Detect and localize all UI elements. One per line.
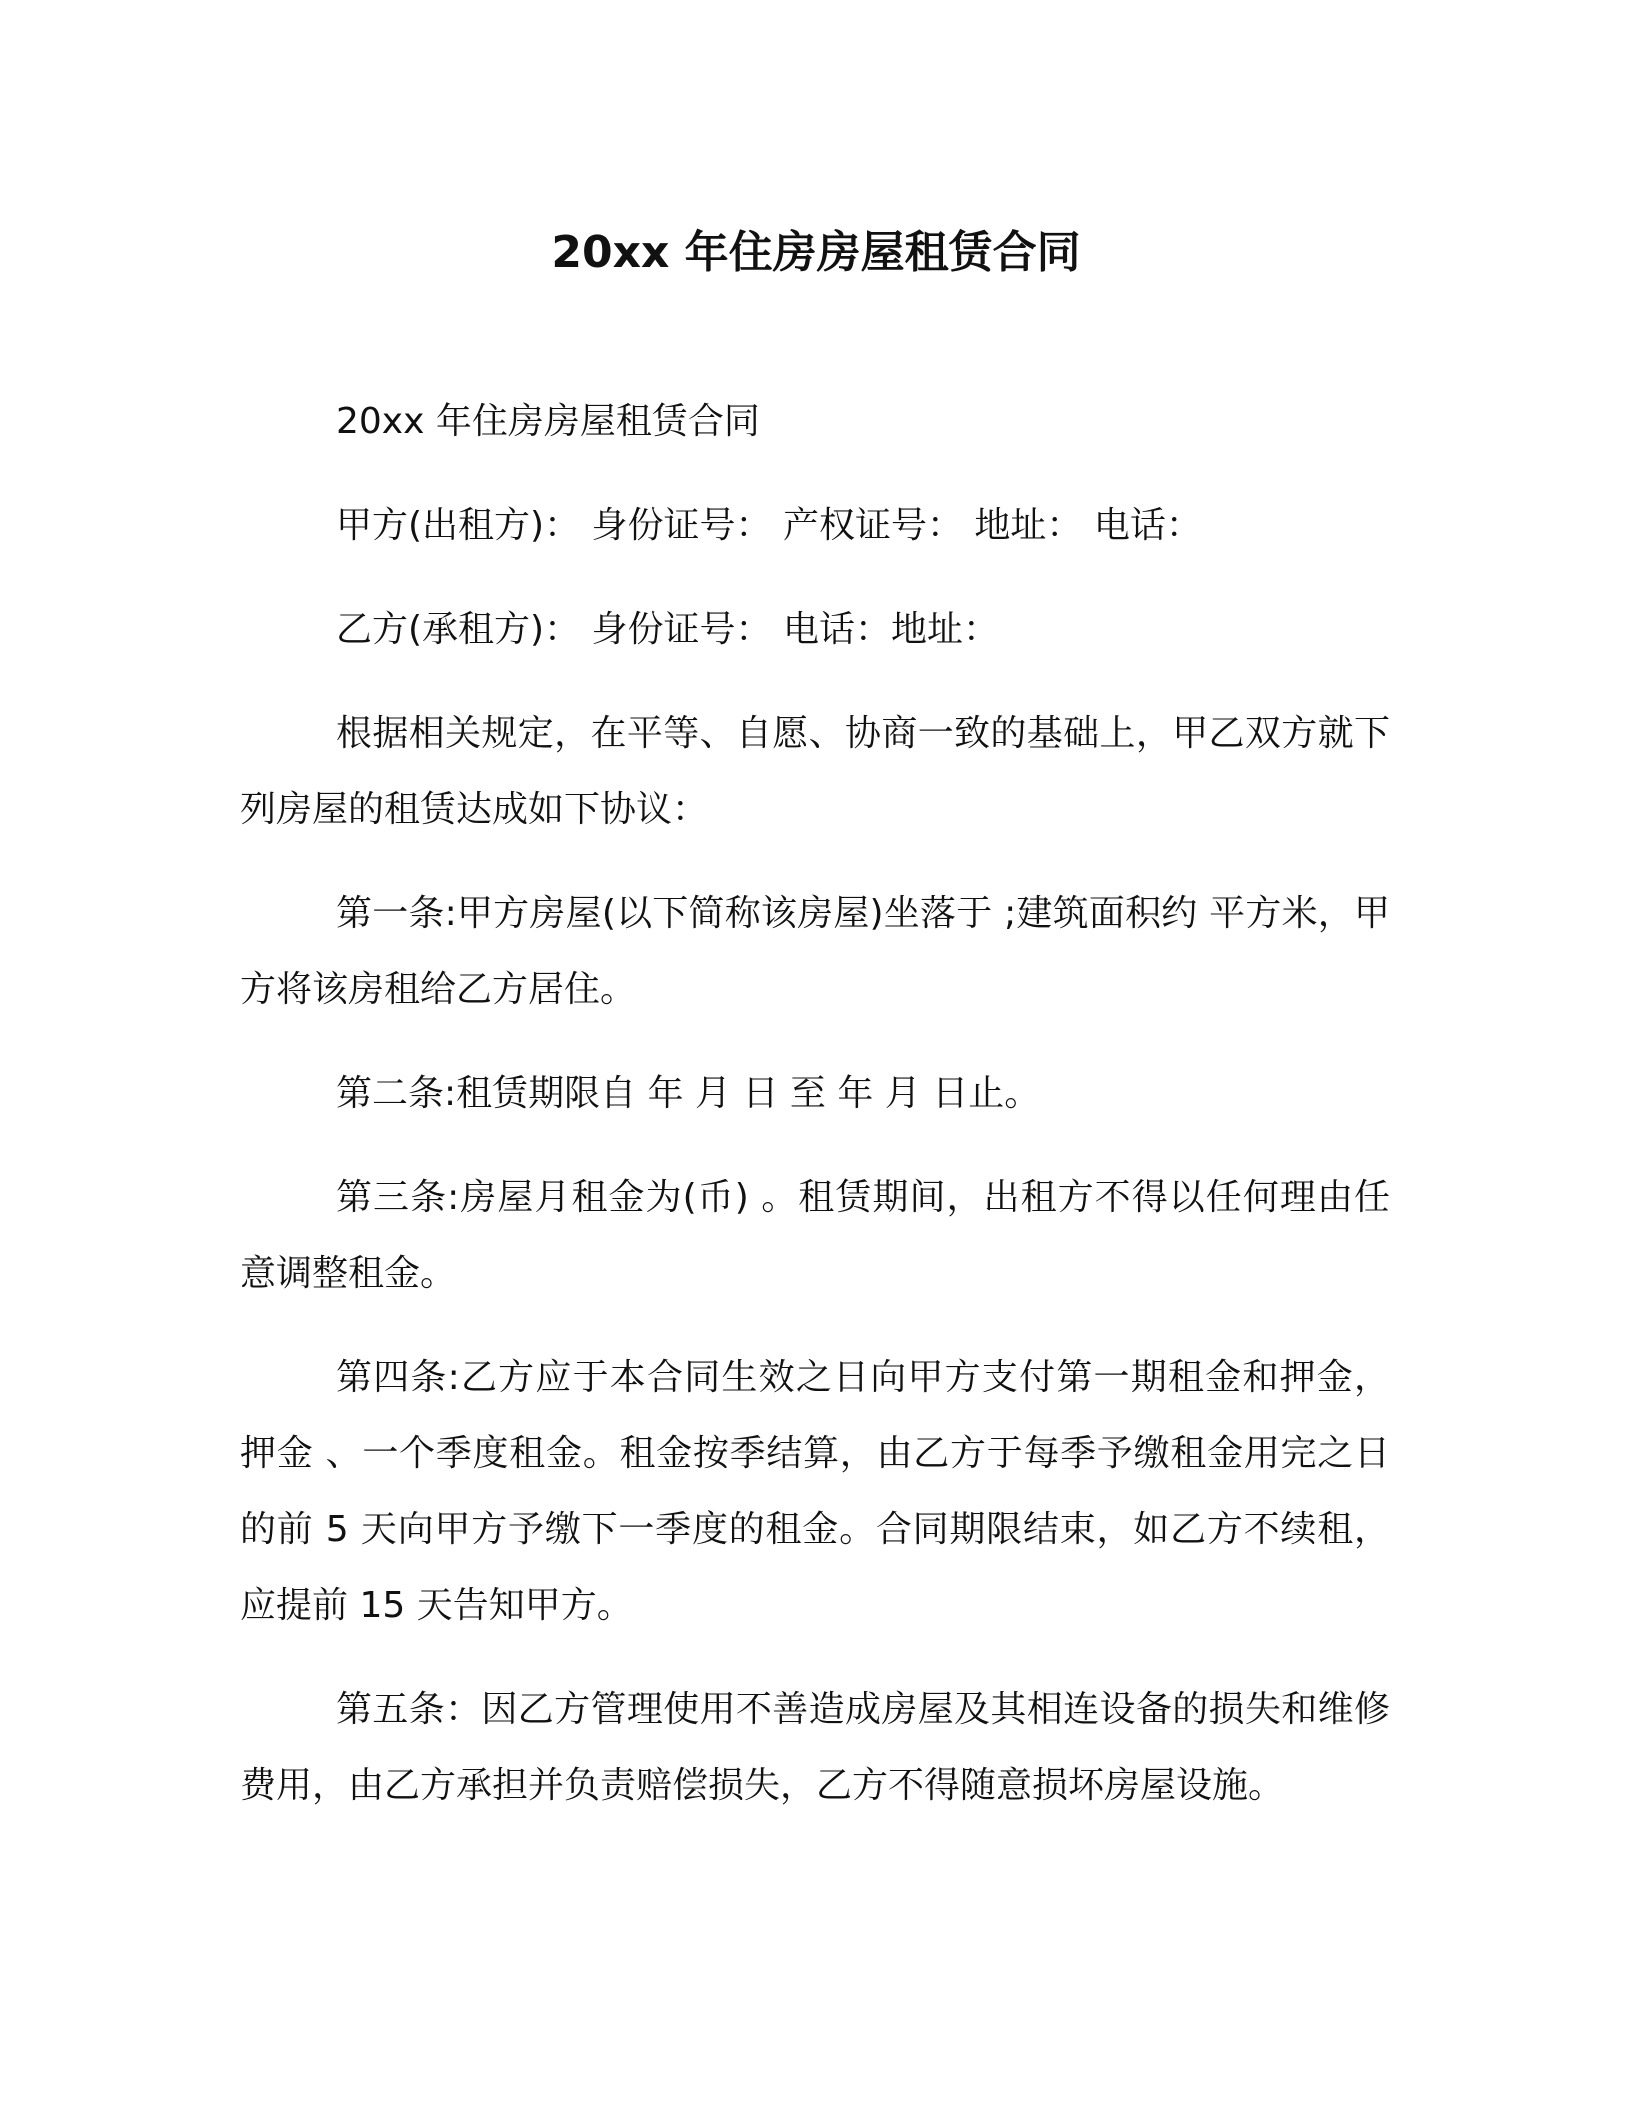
paragraph-article-2: 第二条:租赁期限自 年 月 日 至 年 月 日止。 [336,1073,1041,1114]
paragraph-preamble: 根据相关规定，在平等、自愿、协商一致的基础上，甲乙双方就下列房屋的租赁达成如下协议： [240,713,1390,830]
document-title: 20xx 年住房房屋租赁合同 [551,227,1081,278]
paragraph-article-1: 第一条:甲方房屋(以下简称该房屋)坐落于 ;建筑面积约 平方米，甲方将该房租给乙方居住。 [240,893,1390,1010]
paragraph-party-b: 乙方(承租方)： 身份证号： 电话：地址： [336,609,999,650]
paragraph-article-3: 第三条:房屋月租金为(币) 。租赁期间，出租方不得以任何理由任意调整租金。 [240,1177,1390,1294]
paragraph-article-4: 第四条:乙方应于本合同生效之日向甲方支付第一期租金和押金，押金 、一个季度租金。租金按季结算，由乙方于每季予缴租金用完之日的前 5 天向甲方予缴下一季度的租金。合同期限结束，如乙方不续租，应提前 15 天告知甲方。 [240,1357,1390,1626]
paragraph-heading-repeat: 20xx 年住房房屋租赁合同 [336,401,760,442]
paragraph-party-a: 甲方(出租方)： 身份证号： 产权证号： 地址： 电话： [336,505,1202,546]
document-body [240,384,1390,1852]
paragraph-article-5: 第五条：因乙方管理使用不善造成房屋及其相连设备的损失和维修费用，由乙方承担并负责赔偿损失，乙方不得随意损坏房屋设施。 [240,1689,1390,1806]
